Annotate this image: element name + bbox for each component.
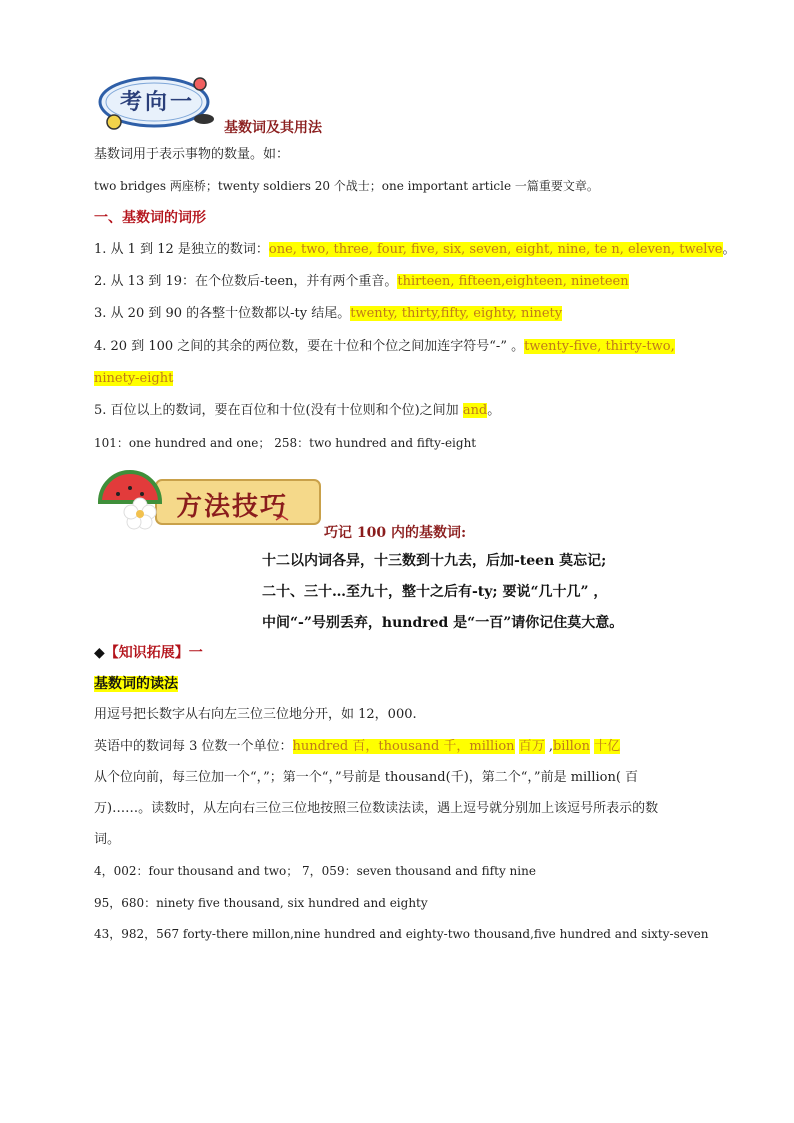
forms-heading: 一、基数词的词形 [94, 210, 206, 226]
form-item-4: 4. 20 到 100 之间的其余的两位数，要在十位和个位之间加连字符号“-” 。twenty-five, thirty-two, [94, 339, 675, 354]
form-item-5: 5. 百位以上的数词，要在百位和十位(没有十位则和个位)之间加 and。 [94, 403, 501, 418]
form-example: 101：one hundred and one； 258：two hundred and fifty-eight [94, 436, 477, 450]
extension-para-3-line-1: 从个位向前，每三位加一个“，”；第一个“，”号前是 thousand(千)，第二个“，”前是 million( 百 [94, 770, 639, 785]
extension-heading: ◆【知识拓展】一 [94, 645, 203, 661]
tips-line-3: 中间“-”号别丢弃，hundred 是“一百”请你记住莫大意。 [262, 615, 624, 631]
tips-badge [96, 462, 326, 534]
extension-subheading: 基数词的读法 [94, 676, 178, 692]
tips-badge-label: 方法技巧 [176, 492, 289, 522]
extension-para-2: 英语中的数词每 3 位数一个单位：hundred 百，thousand 千，million 百万 ,billon 十亿 [94, 739, 621, 754]
form-item-2: 2. 从 13 到 19：在个位数后-teen，并有两个重音。thirteen, fifteen,eighteen, nineteen [94, 274, 629, 289]
section-title: 基数词及其用法 [224, 120, 322, 136]
extension-example-2: 95，680：ninety five thousand, six hundred and eighty [94, 896, 428, 910]
extension-example-3: 43，982，567 forty-there millon,nine hundred and eighty-two thousand,five hundred and sixty-seven [94, 927, 709, 941]
tips-line-2: 二十、三十…至九十，整十之后有-ty; 要说“几十几” ， [262, 584, 608, 600]
section-badge [96, 72, 216, 130]
diamond-icon: ◆ [94, 645, 105, 661]
extension-para-3-line-2: 万)……。读数时，从左向右三位三位地按照三位数读法读，遇上逗号就分别加上该逗号所表示的数 [94, 801, 659, 816]
form-item-1: 1. 从 1 到 12 是独立的数词：one, two, three, four, five, six, seven, eight, nine, te n, eleven, twelve。 [94, 242, 736, 257]
extension-example-1: 4，002：four thousand and two； 7，059：seven thousand and fifty nine [94, 864, 536, 878]
extension-para-3-line-3: 词。 [94, 832, 121, 847]
form-item-3: 3. 从 20 到 90 的各整十位数都以-ty 结尾。twenty, thirty,fifty, eighty, ninety [94, 306, 563, 321]
form-item-4-cont: ninety-eight [94, 371, 174, 386]
extension-para-1: 用逗号把长数字从右向左三位三位地分开，如 12，000. [94, 707, 417, 722]
intro-text: 基数词用于表示事物的数量。如： [94, 147, 290, 162]
tips-title: 巧记 100 内的基数词: [324, 525, 467, 541]
badge-label: 考向一 [120, 89, 196, 115]
tips-line-1: 十二以内词各异，十三数到十九去，后加-teen 莫忘记; [262, 553, 607, 569]
intro-examples: two bridges 两座桥；twenty soldiers 20 个战士；one important article 一篇重要文章。 [94, 179, 599, 193]
